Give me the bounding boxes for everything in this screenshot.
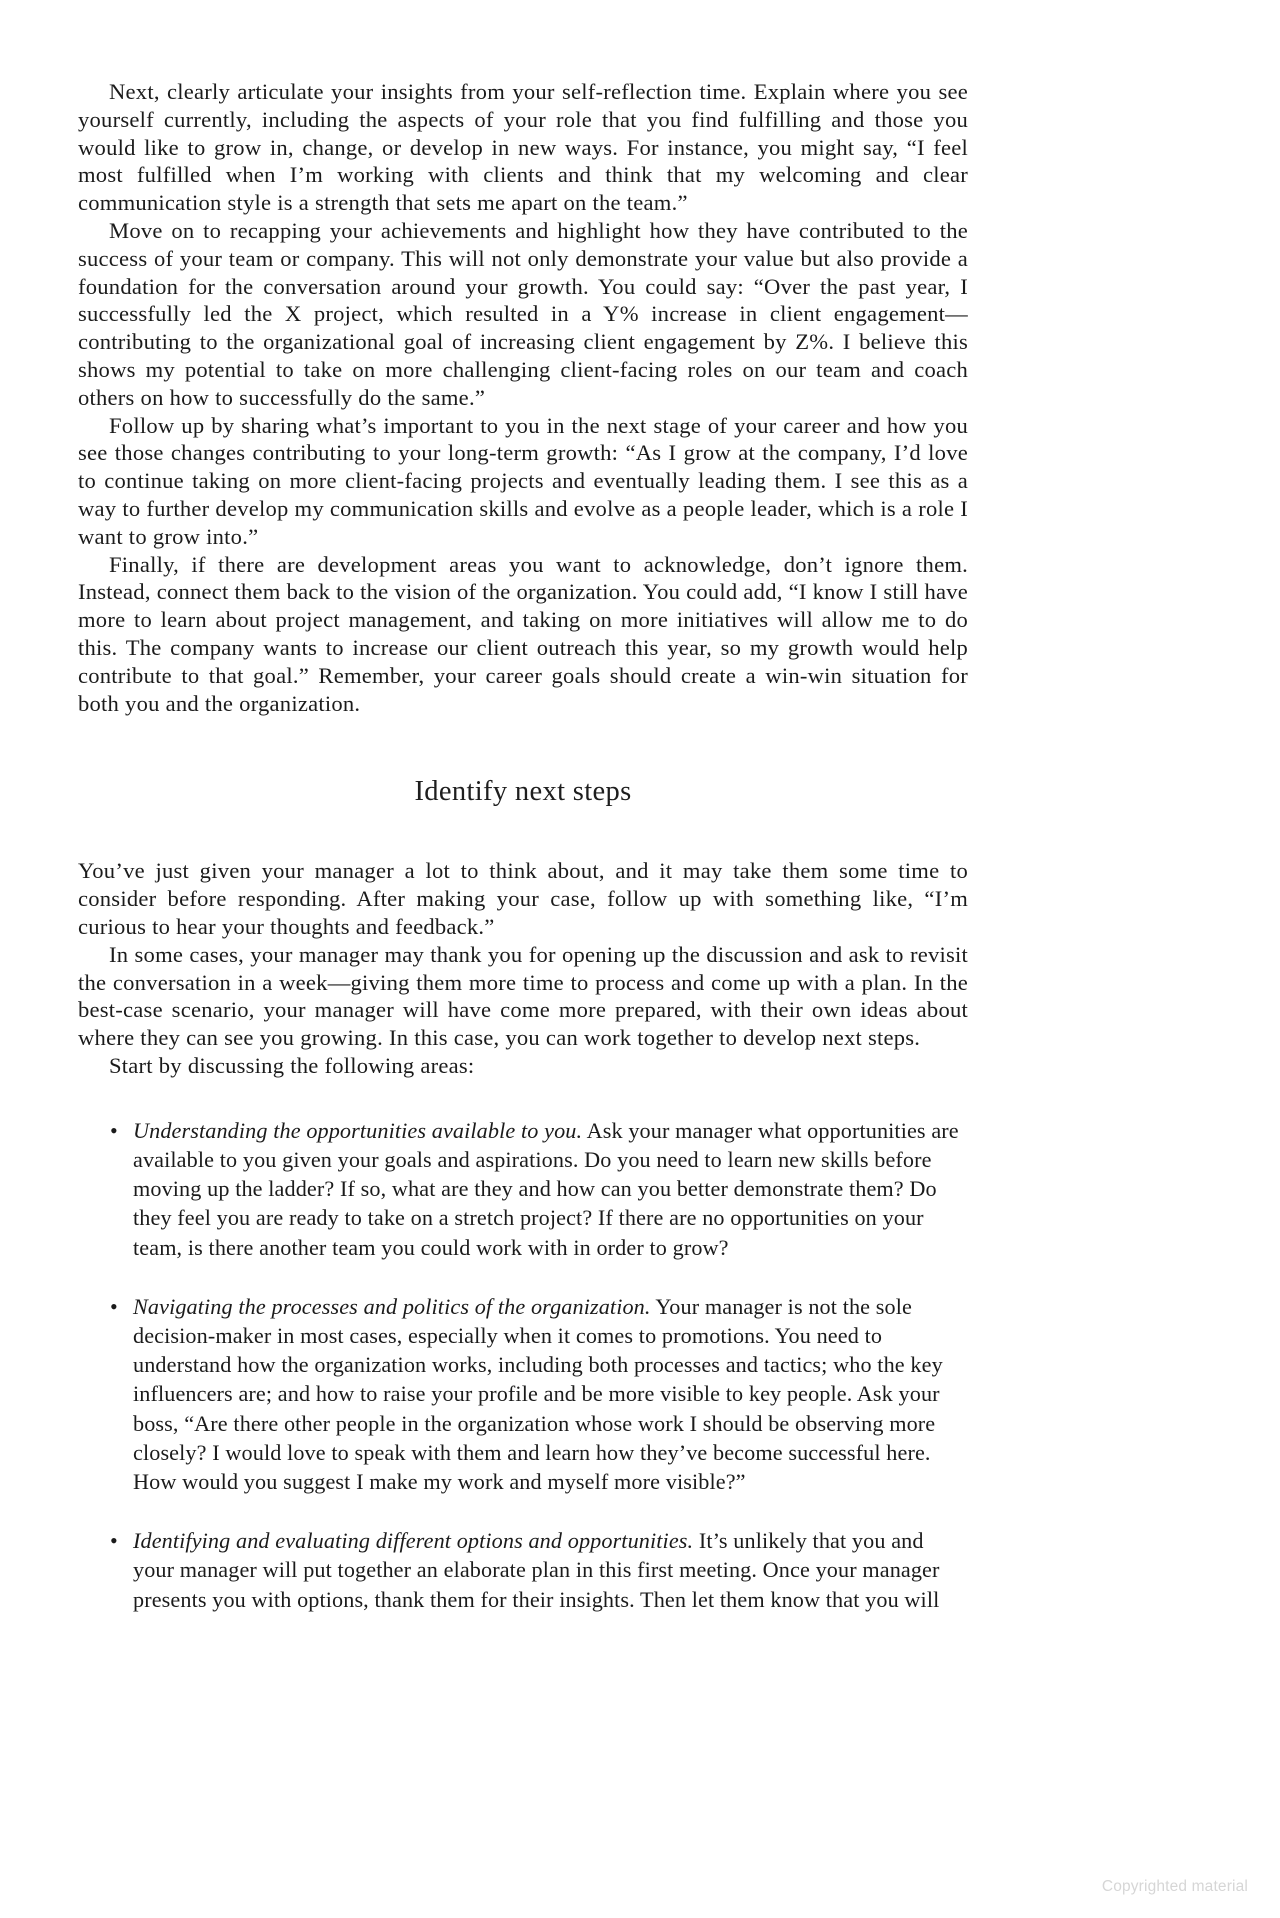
- paragraph-6: In some cases, your manager may thank you for opening up the discussion and ask to revisit the conversation in a week—giving them more time to process and come up with a plan. In the best-case scenario, your manager will have come more prepared, with their own ideas about where they can see you growing. In this case, you can work together to develop next steps.: [78, 941, 968, 1051]
- paragraph-5: You’ve just given your manager a lot to think about, and it may take them some time to consider before responding. After making your case, follow up with something like, “I’m curious to hear your thoughts and feedback.”: [78, 858, 968, 939]
- page-content: [78, 78, 968, 1614]
- list-item-lead-in: Understanding the opportunities available to you.: [133, 1117, 583, 1143]
- list-item: [78, 1526, 968, 1614]
- discussion-areas-list: [78, 1116, 968, 1614]
- paragraph-7: Start by discussing the following areas:: [109, 1052, 475, 1078]
- list-item-body: Ask your manager what opportunities are available to you given your goals and aspirations. Do you need to learn new skills before moving up the ladder? If so, what are they and how can you better demonstrate them? Do they feel you are ready to take on a stretch project? If there are no opportunities on your team, is there another team you could work with in order to grow?: [133, 1117, 959, 1260]
- list-spacer: [78, 1080, 968, 1086]
- bullet-icon: •: [110, 1117, 118, 1143]
- paragraph-2: Move on to recapping your achievements and highlight how they have contributed to the success of your team or company. This will not only demonstrate your value but also provide a foundation for the conversation around your growth. You could say: “Over the past year, I successfully led the X project, which resulted in a Y% increase in client engagement—contributing to the organizational goal of increasing client engagement by Z%. I believe this shows my potential to take on more challenging client-facing roles on our team and coach others on how to successfully do the same.”: [78, 217, 968, 410]
- paragraph-4: Finally, if there are development areas you want to acknowledge, don’t ignore them. Instead, connect them back to the vision of the organization. You could add, “I know I still have more to learn about project management, and taking on more initiatives will allow me to do this. The company wants to increase our client outreach this year, so my growth would help contribute to that goal.” Remember, your career goals should create a win-win situation for both you and the organization.: [78, 551, 968, 716]
- paragraph-3: Follow up by sharing what’s important to you in the next stage of your career and how you see those changes contributing to your long-term growth: “As I grow at the company, I’d love to continue taking on more client-facing projects and eventually leading them. I see this as a way to further develop my communication skills and evolve as a people leader, which is a role I want to grow into.”: [78, 412, 968, 549]
- list-item-body: It’s unlikely that you and your manager will put together an elaborate plan in this first meeting. Once your manager presents you with options, thank them for their insights. Then let them know that you will: [133, 1528, 940, 1612]
- bullet-icon: •: [110, 1528, 118, 1554]
- heading-spacer-top: [78, 717, 968, 775]
- list-item: [78, 1292, 968, 1496]
- heading-spacer-bottom: [78, 809, 968, 857]
- paragraph-1: Next, clearly articulate your insights from your self-reflection time. Explain where you see yourself currently, including the aspects of your role that you find fulfilling and those you would like to grow in, change, or develop in new ways. For instance, you might say, “I feel most fulfilled when I’m working with clients and think that my welcoming and clear communication style is a strength that sets me apart on the team.”: [78, 79, 968, 216]
- bullet-icon: •: [110, 1293, 118, 1319]
- copyright-note: Copyrighted material: [1101, 1878, 1248, 1895]
- list-item-lead-in: Identifying and evaluating different options and opportunities.: [133, 1528, 694, 1554]
- list-item-lead-in: Navigating the processes and politics of the organization.: [133, 1293, 651, 1319]
- section-heading: Identify next steps: [414, 776, 632, 808]
- list-item-body: Your manager is not the sole decision-maker in most cases, especially when it comes to promotions. You need to understand how the organization works, including both processes and tactics; who the key influencers are; and how to raise your profile and be more visible to key people. Ask your boss, “Are there other people in the organization whose work I should be observing more closely? I would love to speak with them and learn how they’ve become successful here. How would you suggest I make my work and myself more visible?”: [133, 1293, 943, 1494]
- list-item: [78, 1116, 968, 1262]
